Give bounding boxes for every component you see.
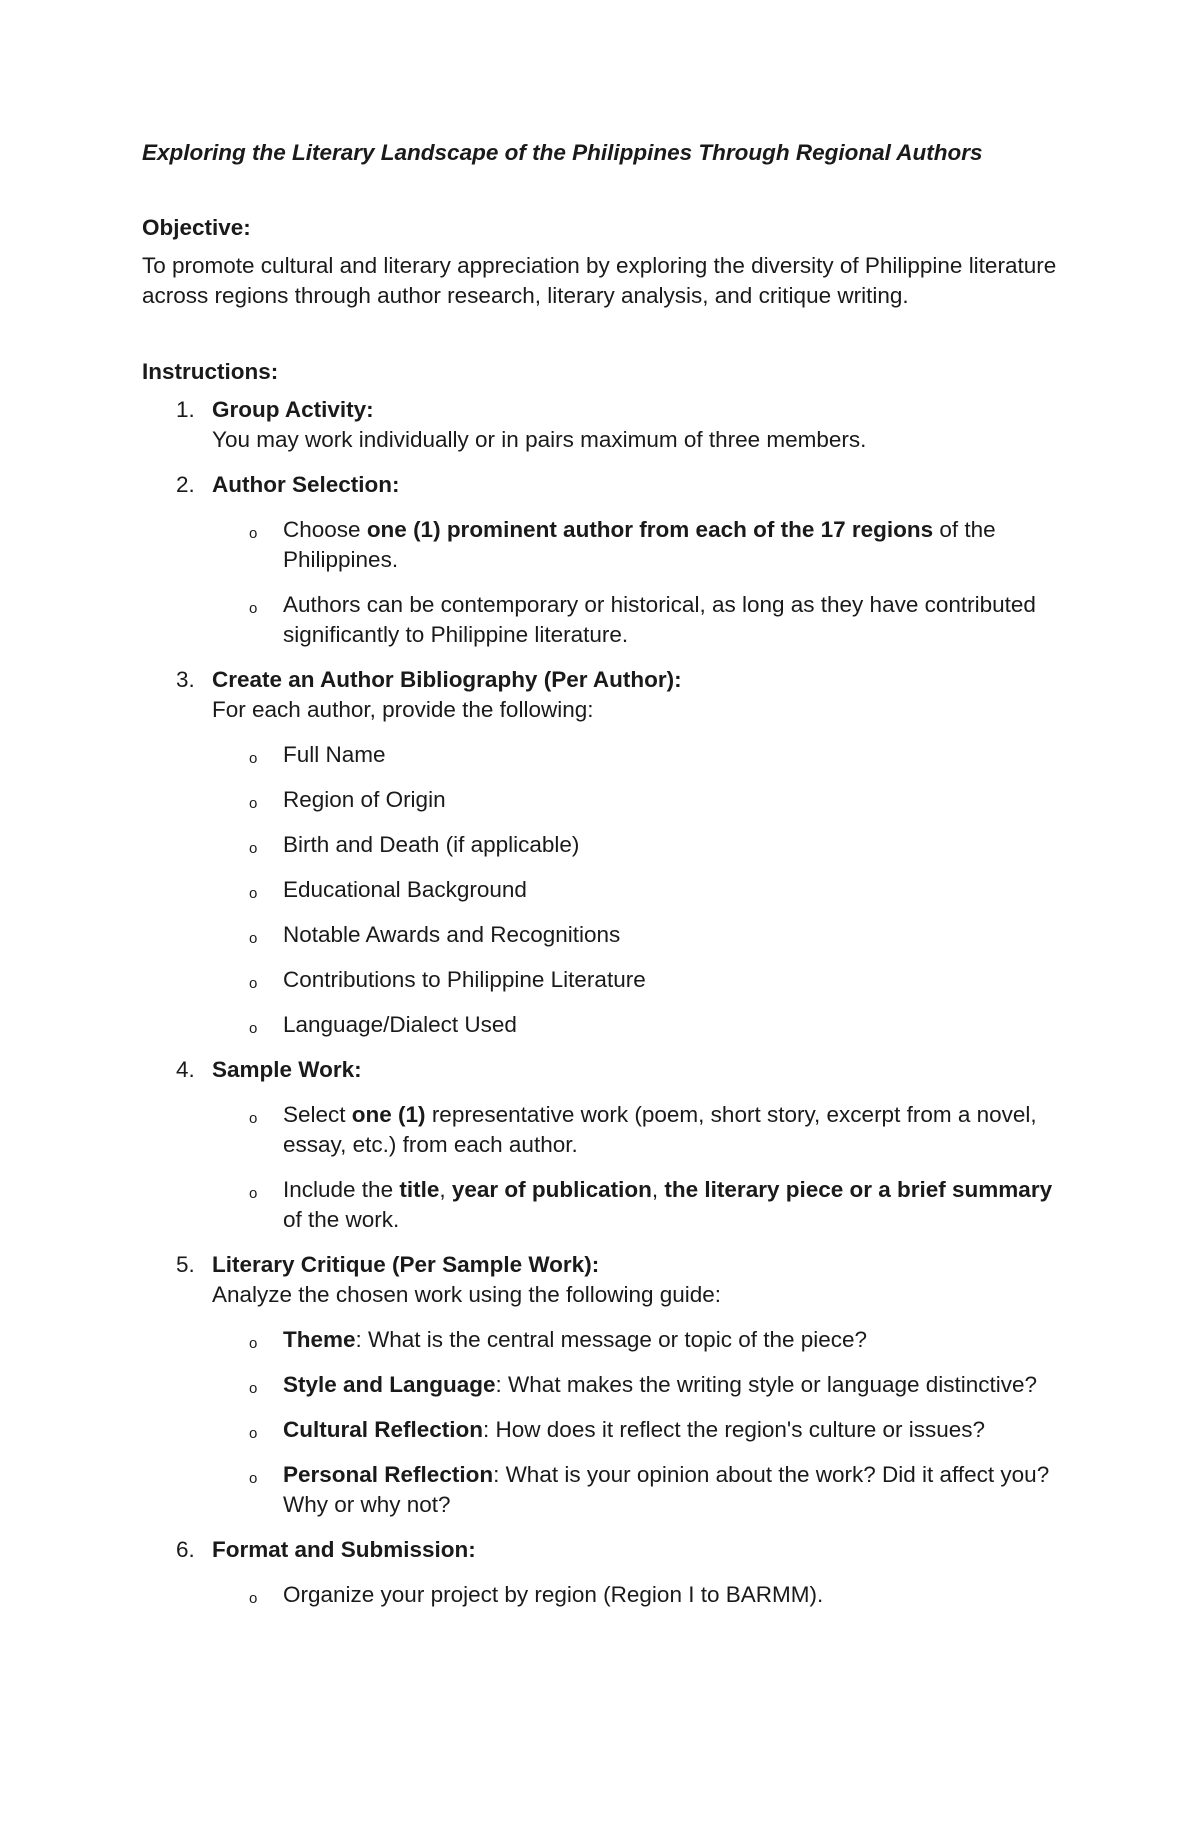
instructions-list xyxy=(142,395,1062,1610)
sub-item xyxy=(212,1370,1062,1400)
item-heading: Format and Submission: xyxy=(212,1537,476,1562)
bullet-icon: o xyxy=(249,795,258,812)
item-number: 6. xyxy=(176,1537,195,1562)
bullet-icon: o xyxy=(249,1380,258,1397)
sub-label: Cultural Reflection xyxy=(283,1417,484,1442)
sub-item xyxy=(212,1460,1062,1520)
instruction-item-4 xyxy=(142,1055,1062,1235)
item-number: 5. xyxy=(176,1252,195,1277)
item-number: 4. xyxy=(176,1057,195,1082)
sub-item xyxy=(212,1580,1062,1610)
sub-list xyxy=(212,515,1062,650)
sub-list xyxy=(212,1325,1062,1520)
sub-list xyxy=(212,1580,1062,1610)
sub-text-bold: one (1) prominent author from each of the 17 regions xyxy=(366,517,934,542)
bullet-icon: o xyxy=(249,1110,258,1127)
bullet-icon: o xyxy=(249,1020,258,1037)
sub-item xyxy=(212,740,1062,770)
sub-item xyxy=(212,515,1062,575)
bullet-icon: o xyxy=(249,975,258,992)
sub-item xyxy=(212,875,1062,905)
sub-text: Notable Awards and Recognitions xyxy=(283,922,621,947)
item-heading: Create an Author Bibliography (Per Author): xyxy=(212,667,682,692)
item-heading: Group Activity: xyxy=(212,397,374,422)
bullet-icon: o xyxy=(249,1590,258,1607)
objective-text: To promote cultural and literary appreciation by exploring the diversity of Philippine literature across regions through author research, literary analysis, and critique writing. xyxy=(142,253,1057,308)
item-text: For each author, provide the following: xyxy=(212,697,594,722)
sub-text: : What is the central message or topic of the piece? xyxy=(355,1327,868,1352)
sub-item xyxy=(212,590,1062,650)
instruction-item-3 xyxy=(142,665,1062,1040)
sub-text: : What is your opinion about the work? Did it affect you? Why or why not? xyxy=(283,1462,1050,1517)
bullet-icon: o xyxy=(249,1185,258,1202)
sub-text: Contributions to Philippine Literature xyxy=(283,967,646,992)
sub-item xyxy=(212,1175,1062,1235)
sub-item xyxy=(212,1100,1062,1160)
bullet-icon: o xyxy=(249,1335,258,1352)
sub-text-bold: the literary piece or a brief summary xyxy=(664,1177,1053,1202)
sub-text: Educational Background xyxy=(283,877,527,902)
sub-text-bold: year of publication xyxy=(451,1177,652,1202)
sub-label: Personal Reflection xyxy=(283,1462,494,1487)
sub-text: Language/Dialect Used xyxy=(283,1012,517,1037)
sub-item xyxy=(212,785,1062,815)
sub-text-bold: one (1) xyxy=(351,1102,426,1127)
document-title: Exploring the Literary Landscape of the Philippines Through Regional Authors xyxy=(142,140,983,165)
item-heading: Author Selection: xyxy=(212,472,400,497)
bullet-icon: o xyxy=(249,1425,258,1442)
objective-heading: Objective: xyxy=(142,215,251,240)
sub-item xyxy=(212,920,1062,950)
item-number: 3. xyxy=(176,667,195,692)
sub-item xyxy=(212,965,1062,995)
bullet-icon: o xyxy=(249,840,258,857)
item-heading: Literary Critique (Per Sample Work): xyxy=(212,1252,600,1277)
sub-text-pre: Choose xyxy=(283,517,367,542)
sub-list xyxy=(212,1100,1062,1235)
sub-text-post: of the Philippines. xyxy=(283,517,996,572)
bullet-icon: o xyxy=(249,600,258,617)
sub-item xyxy=(212,1415,1062,1445)
item-text: You may work individually or in pairs maximum of three members. xyxy=(212,427,867,452)
sub-text: Organize your project by region (Region I to BARMM). xyxy=(283,1582,824,1607)
sub-list xyxy=(212,740,1062,1040)
item-number: 2. xyxy=(176,472,195,497)
sub-text: : How does it reflect the region's culture or issues? xyxy=(483,1417,986,1442)
instruction-item-2 xyxy=(142,470,1062,650)
document-body xyxy=(142,138,1062,1625)
sub-text-pre: Select xyxy=(283,1102,352,1127)
bullet-icon: o xyxy=(249,930,258,947)
sub-text: Full Name xyxy=(283,742,386,767)
sub-text-sep: , xyxy=(651,1177,665,1202)
sub-text: Birth and Death (if applicable) xyxy=(283,832,580,857)
instruction-item-1 xyxy=(142,395,1062,455)
sub-text-post: representative work (poem, short story, excerpt from a novel, essay, etc.) from each author. xyxy=(283,1102,1037,1157)
sub-text: Region of Origin xyxy=(283,787,446,812)
sub-text: : What makes the writing style or language distinctive? xyxy=(495,1372,1038,1397)
sub-label: Style and Language xyxy=(283,1372,496,1397)
instructions-heading: Instructions: xyxy=(142,359,279,384)
item-number: 1. xyxy=(176,397,195,422)
sub-text: Authors can be contemporary or historical, as long as they have contributed significantly to Philippine literature. xyxy=(283,592,1036,647)
sub-text-post: of the work. xyxy=(283,1207,400,1232)
sub-text-bold: title xyxy=(399,1177,440,1202)
instruction-item-5 xyxy=(142,1250,1062,1520)
sub-item xyxy=(212,1010,1062,1040)
bullet-icon: o xyxy=(249,1470,258,1487)
instruction-item-6 xyxy=(142,1535,1062,1610)
bullet-icon: o xyxy=(249,525,258,542)
bullet-icon: o xyxy=(249,885,258,902)
bullet-icon: o xyxy=(249,750,258,767)
sub-label: Theme xyxy=(283,1327,356,1352)
sub-text-sep: , xyxy=(439,1177,452,1202)
sub-text-pre: Include the xyxy=(283,1177,400,1202)
sub-item xyxy=(212,1325,1062,1355)
item-text: Analyze the chosen work using the following guide: xyxy=(212,1282,722,1307)
item-heading: Sample Work: xyxy=(212,1057,362,1082)
sub-item xyxy=(212,830,1062,860)
